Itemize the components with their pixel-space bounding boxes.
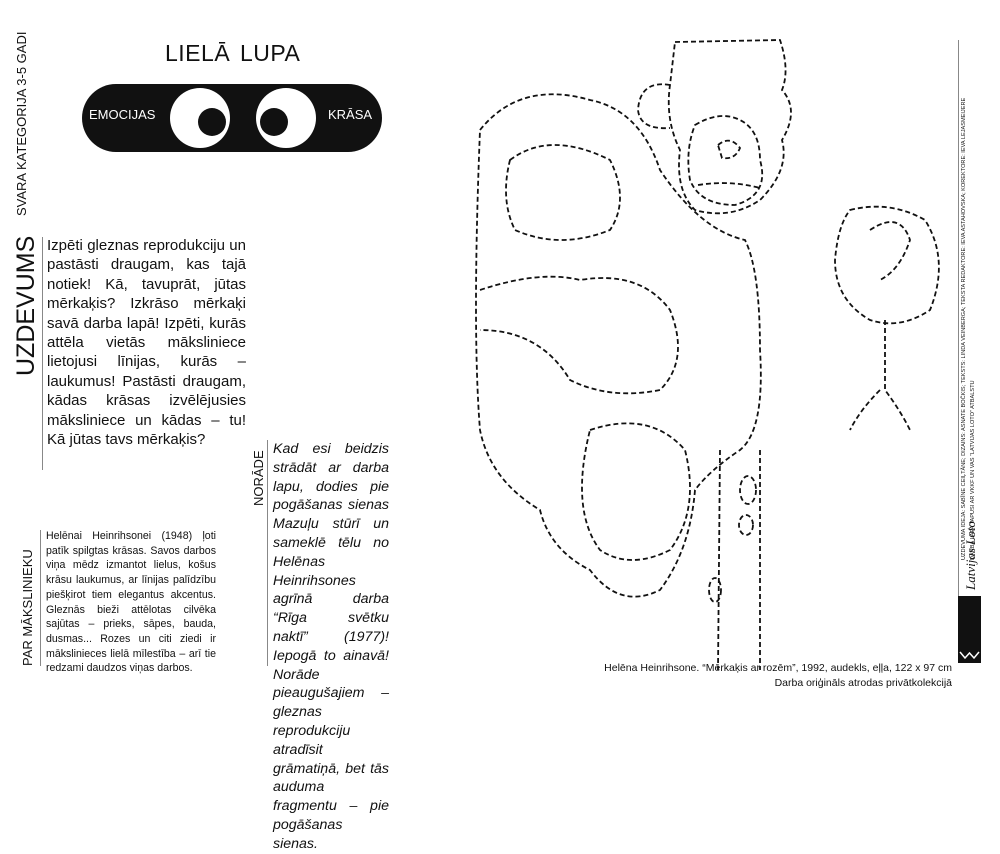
knot-2 bbox=[739, 515, 753, 535]
brand-black-tab bbox=[958, 596, 981, 663]
note-divider bbox=[267, 440, 268, 666]
logo-label-emocijas: EMOCIJAS bbox=[89, 107, 156, 122]
about-artist-text: Helēnai Heinrihsonei (1948) ļoti patīk spilgtas krāsas. Savos darbos viņa mēdz izmantot lielus, košus krāsu laukumus, ar līnijas palīdzību piešķirot tiem elegantus akcentus. Gleznās bieži attēlotas cilvēka sajūtas – prieks, sāpes, bauda, dusmas... Rozes un citi ziedi ir mākslinieces lielā mīlestība – arī tie redzami daudzos viņas darbos. bbox=[46, 530, 216, 675]
logo-label-krasa: KRĀSA bbox=[328, 107, 373, 122]
logo-word-liela: LIELĀ bbox=[165, 40, 231, 66]
logo-word-lupa: LUPA bbox=[240, 40, 301, 66]
artwork-caption: Helēna Heinrihsone. “Mērkaķis ar rozēm”, 1992, audekls, eļļa, 122 x 97 cm bbox=[604, 662, 952, 674]
monkey-arm-upper bbox=[480, 277, 678, 394]
monkey-ear bbox=[638, 84, 670, 128]
task-heading: UZDEVUMS bbox=[12, 235, 40, 376]
latvijas-loto-logo bbox=[963, 521, 979, 590]
rose-petal bbox=[870, 222, 910, 280]
monkey-outline-drawing bbox=[460, 30, 950, 670]
about-artist-heading: PAR MĀKSLINIEKU bbox=[20, 549, 35, 666]
monkey-head bbox=[669, 40, 791, 213]
credits-line1: UZDEVUMA IDEJA: SABĪNE CEIĻTĀNE; DIZAINS: ASNATE BOČKIS; TEKSTS: LINDA VEINBERGA; TEKSTA REDAKTORE: IEVA ASTAHOVSKA; KOREKTORE: IEVA LEJASMEIJERE bbox=[961, 97, 967, 560]
task-divider bbox=[42, 237, 43, 470]
artwork-location: Darba oriģināls atrodas privātkolekcijā bbox=[774, 677, 952, 689]
credits-divider bbox=[958, 40, 959, 650]
monkey-leg bbox=[582, 423, 690, 560]
rose-stem bbox=[850, 320, 910, 430]
knot-1 bbox=[740, 476, 756, 504]
monkey-nose bbox=[718, 141, 740, 159]
rose-flower bbox=[835, 207, 939, 324]
about-artist-divider bbox=[40, 530, 41, 666]
tree-trunk bbox=[718, 450, 760, 670]
credits-line2: DARBA LAPA TAPUSI AR VKKF UN VAS “LATVIJAS LOTO” ATBALSTU bbox=[970, 380, 976, 560]
task-text: Izpēti gleznas reprodukciju un pastāsti draugam, kas tajā notiek! Kā, tavuprāt, jūtas mērkaķis? Izkrāso mērkaķi savā darba lapā! Izpēti, kurās attēla vietās māksliniece lietojusi līnijas, kurās – laukumus! Pastāsti draugam, kādas krāsas izvēlējusies māksliniece un kādas – tu! Kā jūtas tavs mērkaķis? bbox=[47, 237, 246, 449]
monkey-face bbox=[688, 116, 762, 205]
monkey-body bbox=[476, 94, 761, 596]
monkey-mouth bbox=[698, 183, 760, 188]
latvijas-loto-logo-text: Latvijas Loto bbox=[963, 521, 978, 590]
monkey-belly bbox=[506, 145, 620, 240]
note-text: Kad esi beidzis strādāt ar darba lapu, dodies pie pogāšanas sienas Mazuļu stūrī un sameklē tēlu no Helēnas Heinrihsones agrīnā darba “Rīga svētku naktī” (1977)! Iepogā to ainavā! Norāde pieaugušajiem – gleznas reprodukciju atradīsit grāmatiņā, bet tās auduma fragmentu – pie pogāšanas sienas. bbox=[273, 441, 389, 852]
age-category: SVARA KATEGORIJA 3-5 GADI bbox=[14, 31, 29, 216]
note-heading: NORĀDE bbox=[251, 450, 266, 506]
